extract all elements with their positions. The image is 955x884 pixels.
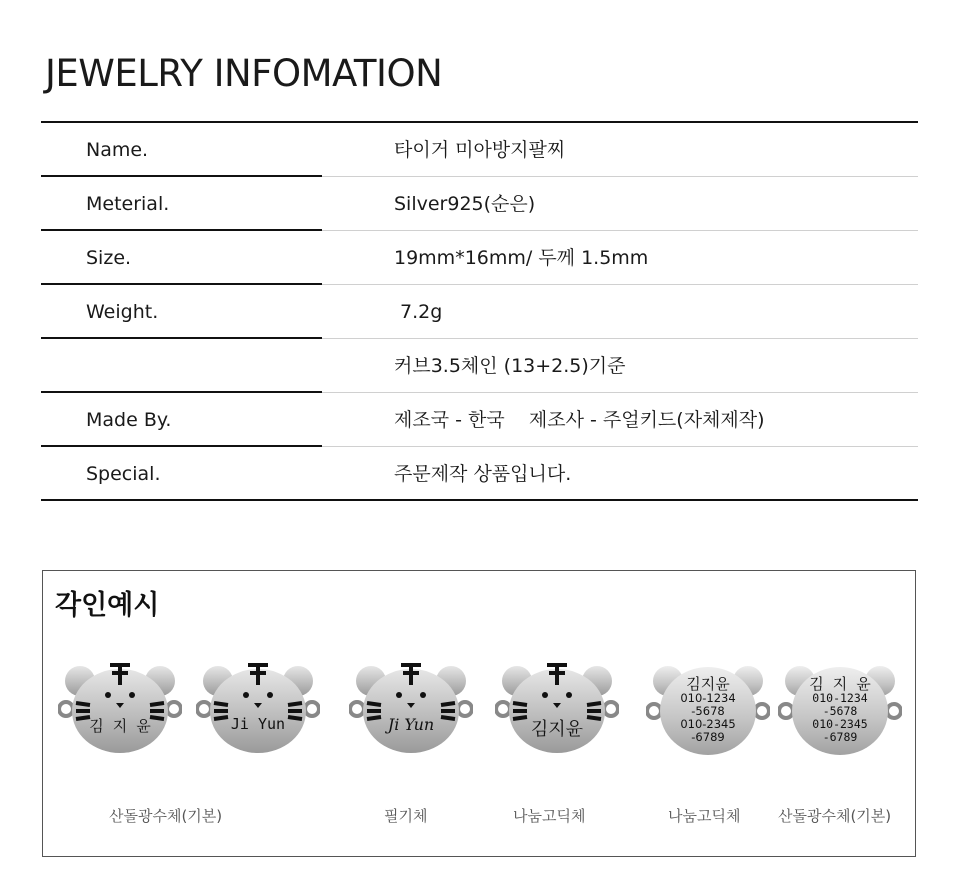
engraving-phone: 010-1234 -5678 010-2345 -6789 bbox=[812, 691, 868, 744]
tiger-charm-icon bbox=[495, 659, 619, 759]
row-value-name: 타이거 미아방지팔찌 bbox=[394, 139, 566, 161]
row-label-size: Size. bbox=[86, 247, 132, 269]
font-label: 나눔고딕체 bbox=[513, 807, 586, 825]
engraving-text: Ji Yun bbox=[387, 715, 435, 734]
tag-charm-image bbox=[778, 659, 902, 759]
table-bottom-rule bbox=[41, 499, 918, 501]
row-value-special: 주문제작 상품입니다. bbox=[394, 463, 572, 485]
table-row bbox=[41, 285, 918, 339]
row-label-weight: Weight. bbox=[86, 301, 159, 323]
row-value-size: 19mm*16mm/ 두께 1.5mm bbox=[394, 247, 649, 269]
page-title: JEWELRY INFOMATION bbox=[45, 52, 443, 95]
engraving-phone: 010-1234 -5678 010-2345 -6789 bbox=[680, 691, 736, 744]
tiger-charm-image bbox=[495, 659, 619, 759]
font-label: 산돌광수체(기본) bbox=[109, 807, 223, 825]
engraving-sample-box bbox=[42, 570, 916, 857]
tiger-charm-icon bbox=[58, 659, 182, 759]
row-label-made-by: Made By. bbox=[86, 409, 172, 431]
engraving-text: Ji Yun bbox=[230, 715, 286, 733]
font-label: 산돌광수체(기본) bbox=[778, 807, 892, 825]
row-value-made-by: 제조국 - 한국 제조사 - 주얼키드(자체제작) bbox=[394, 409, 765, 431]
row-label-material: Meterial. bbox=[86, 193, 170, 215]
info-table bbox=[41, 123, 918, 501]
tiger-charm-icon bbox=[349, 659, 473, 759]
table-row bbox=[41, 339, 918, 393]
font-label: 필기체 bbox=[384, 807, 428, 825]
tag-charm-image bbox=[646, 659, 770, 759]
engraving-text: 김지윤 bbox=[530, 719, 584, 739]
row-label-name: Name. bbox=[86, 139, 149, 161]
tiger-charm-image bbox=[196, 659, 320, 759]
row-value-weight: 7.2g bbox=[394, 301, 443, 323]
engraving-text: 김 지 윤 bbox=[89, 717, 151, 735]
table-row bbox=[41, 123, 918, 177]
font-label: 나눔고딕체 bbox=[668, 807, 741, 825]
engraving-name: 김 지 윤 bbox=[809, 675, 871, 693]
table-row bbox=[41, 177, 918, 231]
row-value-chain: 커브3.5체인 (13+2.5)기준 bbox=[394, 355, 626, 377]
tiger-charm-image bbox=[349, 659, 473, 759]
row-value-material: Silver925(순은) bbox=[394, 193, 536, 215]
tiger-charm-icon bbox=[196, 659, 320, 759]
table-row bbox=[41, 393, 918, 447]
tiger-charm-image bbox=[58, 659, 182, 759]
table-row bbox=[41, 447, 918, 501]
engraving-name: 김지윤 bbox=[686, 675, 730, 693]
row-label-special: Special. bbox=[86, 463, 161, 485]
table-row bbox=[41, 231, 918, 285]
sample-box-title: 각인예시 bbox=[55, 590, 160, 621]
